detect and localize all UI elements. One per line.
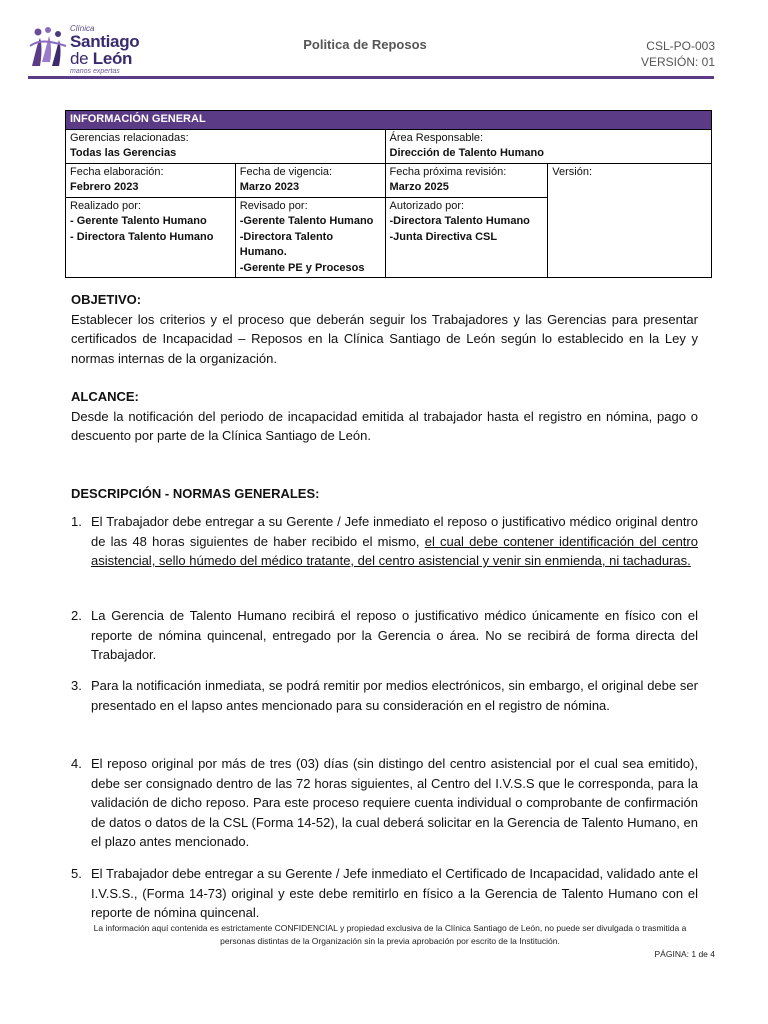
- alcance-text: Desde la notificación del periodo de incapacidad emitida al trabajador hasta el registro en nómina, pago o descuento por parte de la Clínica Santiago de León.: [71, 408, 698, 443]
- alcance-heading: ALCANCE:: [71, 389, 139, 404]
- revisado-label: Revisado por:: [239, 199, 308, 212]
- area-value: Dirección de Talento Humano: [389, 147, 544, 159]
- list-item: [71, 754, 698, 852]
- general-info-table: [65, 110, 712, 278]
- confidentiality-footer: [60, 922, 720, 948]
- revisado-1: -Gerente Talento Humano: [239, 215, 374, 227]
- descripcion-heading: DESCRIPCIÓN - NORMAS GENERALES:: [71, 485, 320, 501]
- fecha-revision-cell: [385, 163, 548, 197]
- autorizado-label: Autorizado por:: [389, 199, 465, 212]
- area-label: Área Responsable:: [389, 131, 484, 144]
- fecha-elaboracion-value: Febrero 2023: [70, 181, 139, 193]
- fecha-revision-value: Marzo 2025: [389, 181, 449, 193]
- objetivo-heading: OBJETIVO:: [71, 292, 142, 307]
- revisado-2a: -Directora Talento: [239, 230, 334, 243]
- objetivo-text: Establecer los criterios y el proceso que deberán seguir los Trabajadores y las Gerencias para presentar certificados de Incapacidad – Reposos en la Clínica Santiago de León según lo establecido en la Ley y normas internas de la organización.: [71, 311, 698, 366]
- list-item-number: 4.: [71, 756, 82, 771]
- fecha-vigencia-label: Fecha de vigencia:: [239, 165, 333, 178]
- footer-line-2: personas distintas de la Organización sin la previa aprobación por escrito de la Institución.: [220, 936, 560, 946]
- list-item: [71, 606, 698, 665]
- revisado-2b: Humano.: [239, 246, 287, 258]
- logo-sub-text: [70, 49, 132, 69]
- autorizado-2: -Junta Directiva CSL: [389, 230, 498, 243]
- realizado-1: - Gerente Talento Humano: [70, 215, 207, 227]
- realizado-cell: [66, 197, 236, 278]
- page-number: PÁGINA: 1 de 4: [654, 949, 715, 959]
- area-cell: [385, 129, 711, 163]
- list-item: [71, 864, 698, 923]
- logo-sub-bold: León: [92, 49, 133, 68]
- fecha-revision-label: Fecha próxima revisión:: [389, 165, 507, 178]
- logo-main-text: Santiago: [70, 32, 140, 51]
- revisado-3: -Gerente PE y Procesos: [239, 261, 365, 274]
- list-item-number: 1.: [71, 514, 82, 529]
- list-item-underlined: el cual debe contener identificación del centro asistencial, sello húmedo del médico tratante, del centro asistencial y venir sin enmienda, ni tachaduras.: [91, 533, 698, 568]
- gerencias-cell: [66, 129, 386, 163]
- version-cell: [548, 163, 712, 278]
- realizado-label: Realizado por:: [70, 199, 141, 212]
- list-item-text: El Trabajador debe entregar a su Gerente / Jefe inmediato el reposo o justificativo médico original dentro de las 48 horas siguientes de haber recibido el mismo,: [91, 514, 698, 549]
- document-body: [71, 290, 698, 920]
- list-item-text: Para la notificación inmediata, se podrá remitir por medios electrónicos, sin embargo, el original debe ser presentado en el lapso antes mencionado para su consideración en el registro de nómina.: [91, 678, 698, 713]
- version-label: Versión:: [552, 165, 593, 178]
- list-item-text: El Trabajador debe entregar a su Gerente / Jefe inmediato el Certificado de Incapacidad, validado ante el I.V.S.S., (Forma 14-73) original y este debe remitirlo en físico a la Gerencia de Talento Humano con el reporte de nómina quincenal.: [91, 866, 698, 920]
- info-table-title: INFORMACIÓN GENERAL: [66, 111, 712, 130]
- footer-line-1: La información aquí contenida es estrictamente CONFIDENCIAL y propiedad exclusiva de la Clínica Santiago de León, no puede ser divulgada o trasmitida a: [93, 923, 687, 933]
- document-code: CSL-PO-003: [646, 39, 715, 53]
- document-code-block: [641, 38, 715, 70]
- gerencias-label: Gerencias relacionadas:: [70, 131, 189, 144]
- logo-tagline: manos expertas: [70, 68, 120, 75]
- autorizado-cell: [385, 197, 548, 278]
- fecha-elaboracion-label: Fecha elaboración:: [70, 165, 164, 178]
- document-version: VERSIÓN: 01: [640, 55, 715, 69]
- revisado-cell: [235, 197, 385, 278]
- realizado-2: - Directora Talento Humano: [70, 230, 214, 243]
- gerencias-value: Todas las Gerencias: [70, 147, 177, 159]
- list-item: [71, 512, 698, 571]
- list-item-number: 2.: [71, 608, 82, 623]
- list-item-text: La Gerencia de Talento Humano recibirá el reposo o justificativo médico únicamente en físico con el reporte de nómina quincenal, entregado por la Gerencia o área. No se recibirá de forma directa del Trabajador.: [91, 608, 698, 662]
- logo-small-text: Clínica: [70, 24, 95, 33]
- list-item-number: 5.: [71, 866, 82, 881]
- document-title: Politica de Reposos: [303, 37, 427, 52]
- list-item: [71, 676, 698, 715]
- list-item-text: El reposo original por más de tres (03) días (sin distingo del centro asistencial por el cual sea emitido), debe ser consignado dentro de las 72 horas siguientes, al Centro del I.V.S.S que le corresponda, para la validación de dicho reposo. Para este proceso requiere cuenta individual o comprobante de confirmación de datos o datos de la CSL (Forma 14-52), la cual deberá solicitar en la Gerencia de Talento Humano, en el plazo antes mencionado.: [91, 756, 698, 849]
- fecha-vigencia-value: Marzo 2023: [239, 181, 300, 193]
- fecha-elaboracion-cell: [66, 163, 236, 197]
- page-header: [0, 0, 768, 80]
- fecha-vigencia-cell: [235, 163, 385, 197]
- logo-sub-prefix: de: [70, 49, 93, 68]
- list-item-number: 3.: [71, 678, 82, 693]
- header-divider: [28, 76, 714, 79]
- autorizado-1: -Directora Talento Humano: [389, 215, 530, 227]
